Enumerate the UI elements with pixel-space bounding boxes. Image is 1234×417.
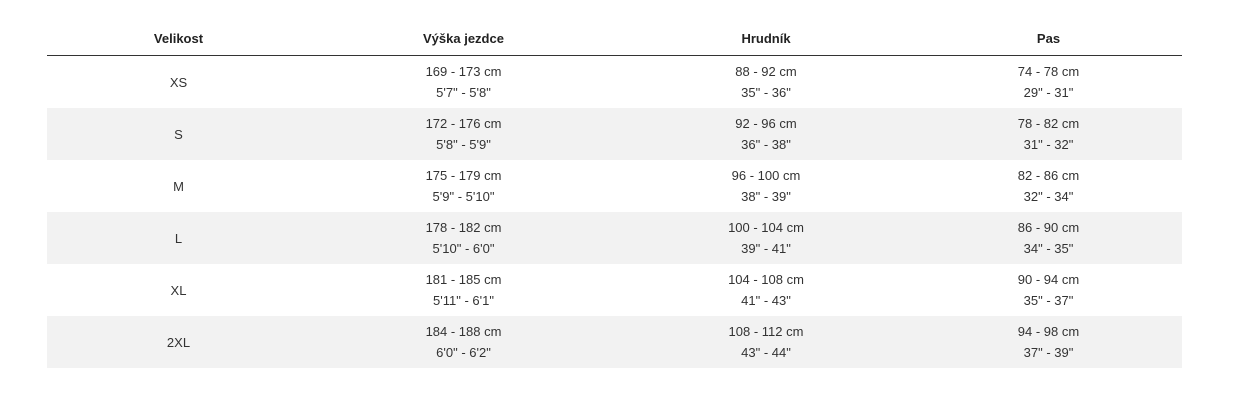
header-chest: Hrudník	[741, 31, 791, 46]
waist-cell	[915, 61, 1182, 103]
chest-in: 38" - 39"	[741, 189, 791, 204]
table-row	[47, 56, 1182, 108]
chest-cm: 108 - 112 cm	[728, 324, 804, 339]
height-cell	[310, 165, 617, 207]
chest-in: 41" - 43"	[741, 293, 791, 308]
height-cm: 172 - 176 cm	[425, 116, 502, 131]
table-row	[47, 264, 1182, 316]
height-cell	[310, 269, 617, 311]
waist-cm: 82 - 86 cm	[1017, 168, 1080, 183]
chest-cell	[617, 321, 915, 363]
header-size: Velikost	[153, 31, 204, 46]
header-waist: Pas	[1036, 31, 1061, 46]
waist-in: 34" - 35"	[1023, 241, 1074, 256]
waist-cm: 90 - 94 cm	[1017, 272, 1080, 287]
height-cm: 184 - 188 cm	[425, 324, 502, 339]
height-cell	[310, 217, 617, 259]
size-cell: XS	[169, 74, 188, 90]
waist-cell	[915, 217, 1182, 259]
chest-cell	[617, 113, 915, 155]
chest-cm: 100 - 104 cm	[728, 220, 804, 235]
size-cell: XL	[170, 282, 187, 298]
chest-cell	[617, 165, 915, 207]
waist-cell	[915, 113, 1182, 155]
size-cell: L	[174, 230, 183, 246]
chest-cell	[617, 61, 915, 103]
chest-in: 36" - 38"	[741, 137, 791, 152]
height-in: 5'11" - 6'1"	[433, 293, 494, 308]
chest-in: 35" - 36"	[741, 85, 791, 100]
waist-cell	[915, 321, 1182, 363]
waist-cm: 78 - 82 cm	[1017, 116, 1080, 131]
height-in: 5'7" - 5'8"	[436, 85, 491, 100]
chest-cell	[617, 217, 915, 259]
size-cell: S	[174, 126, 183, 142]
height-cm: 181 - 185 cm	[425, 272, 502, 287]
waist-cell	[915, 269, 1182, 311]
waist-in: 35" - 37"	[1023, 293, 1074, 308]
height-in: 5'9" - 5'10"	[432, 189, 495, 204]
chest-in: 43" - 44"	[741, 345, 791, 360]
height-in: 5'8" - 5'9"	[436, 137, 491, 152]
height-in: 5'10" - 6'0"	[432, 241, 495, 256]
waist-cm: 86 - 90 cm	[1017, 220, 1080, 235]
waist-in: 37" - 39"	[1023, 345, 1074, 360]
height-cm: 175 - 179 cm	[425, 168, 502, 183]
height-in: 6'0" - 6'2"	[436, 345, 491, 360]
waist-cell	[915, 165, 1182, 207]
table-row	[47, 108, 1182, 160]
size-cell: 2XL	[166, 334, 191, 350]
height-cell	[310, 113, 617, 155]
height-cm: 178 - 182 cm	[425, 220, 502, 235]
table-row	[47, 212, 1182, 264]
chest-cm: 88 - 92 cm	[735, 64, 797, 79]
table-row	[47, 160, 1182, 212]
chest-cell	[617, 269, 915, 311]
header-rider-height: Výška jezdce	[423, 31, 504, 46]
waist-in: 32" - 34"	[1023, 189, 1074, 204]
chest-cm: 96 - 100 cm	[731, 168, 801, 183]
table-header	[47, 22, 1182, 56]
height-cm: 169 - 173 cm	[425, 64, 502, 79]
waist-in: 29" - 31"	[1023, 85, 1074, 100]
chest-cm: 92 - 96 cm	[735, 116, 797, 131]
height-cell	[310, 321, 617, 363]
size-chart-table	[47, 22, 1182, 368]
size-cell: M	[173, 178, 184, 194]
waist-cm: 74 - 78 cm	[1017, 64, 1080, 79]
height-cell	[310, 61, 617, 103]
chest-in: 39" - 41"	[741, 241, 791, 256]
chest-cm: 104 - 108 cm	[728, 272, 804, 287]
waist-cm: 94 - 98 cm	[1017, 324, 1080, 339]
table-row	[47, 316, 1182, 368]
waist-in: 31" - 32"	[1023, 137, 1074, 152]
